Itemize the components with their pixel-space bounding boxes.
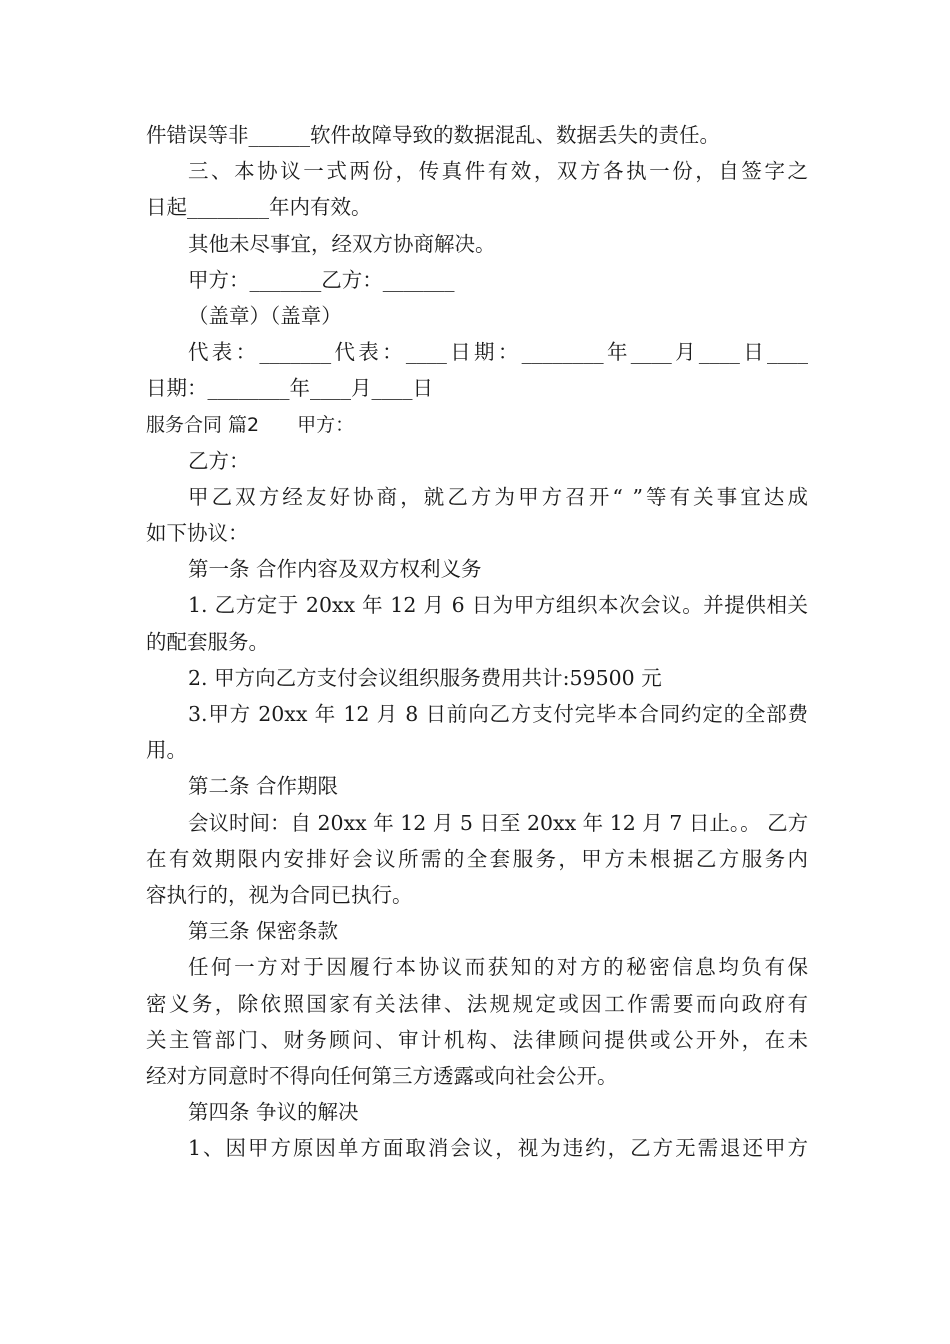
document-page xyxy=(146,117,808,1166)
text-line: 日期：________年____月____日 xyxy=(146,376,433,401)
text-line: 日起________年内有效。 xyxy=(146,195,372,220)
section-heading-line: 服务合同 篇2 甲方： xyxy=(146,413,355,436)
text-line: 其他未尽事宜，经双方协商解决。 xyxy=(188,231,496,256)
text-line: 乙方： xyxy=(188,448,250,473)
text-line: 的配套服务。 xyxy=(146,629,269,654)
text-line: 密义务，除依照国家有关法律、法规规定或因工作需要而向政府有 xyxy=(146,991,808,1016)
text-line: 2. 甲方向乙方支付会议组织服务费用共计:59500 元 xyxy=(188,665,662,690)
text-line: 第四条 争议的解决 xyxy=(188,1100,359,1125)
text-line: 任何一方对于因履行本协议而获知的对方的秘密信息均负有保 xyxy=(188,955,808,980)
text-line: 三、本协议一式两份，传真件有效，双方各执一份，自签字之 xyxy=(188,159,808,184)
text-line: 件错误等非______软件故障导致的数据混乱、数据丢失的责任。 xyxy=(146,123,720,147)
text-line: 容执行的，视为合同已执行。 xyxy=(146,882,413,907)
text-line: 第三条 保密条款 xyxy=(188,919,339,944)
text-line: 会议时间：自 20xx 年 12 月 5 日至 20xx 年 12 月 7 日止。。 乙方 xyxy=(188,810,808,835)
text-line: 如下协议： xyxy=(146,521,249,546)
text-line: 代表：_______代表：____日期：________年____月____日____ xyxy=(188,340,808,365)
text-line: 第二条 合作期限 xyxy=(188,774,339,799)
text-line: 甲乙双方经友好协商，就乙方为甲方召开“ ”等有关事宜达成 xyxy=(188,484,808,509)
text-line: 1、因甲方原因单方面取消会议，视为违约，乙方无需退还甲方 xyxy=(188,1136,808,1161)
text-line: 3.甲方 20xx 年 12 月 8 日前向乙方支付完毕本合同约定的全部费 xyxy=(188,702,808,726)
text-line: （盖章）（盖章） xyxy=(188,303,342,328)
text-line: 甲方：_______乙方：_______ xyxy=(188,267,455,292)
text-line: 关主管部门、财务顾问、审计机构、法律顾问提供或公开外，在未 xyxy=(146,1027,808,1052)
text-line: 用。 xyxy=(146,738,187,763)
text-line: 经对方同意时不得向任何第三方透露或向社会公开。 xyxy=(146,1063,618,1088)
text-line: 在有效期限内安排好会议所需的全套服务，甲方未根据乙方服务内 xyxy=(146,846,808,871)
text-line: 第一条 合作内容及双方权利义务 xyxy=(188,557,482,582)
text-line: 1. 乙方定于 20xx 年 12 月 6 日为甲方组织本次会议。并提供相关 xyxy=(188,593,808,618)
